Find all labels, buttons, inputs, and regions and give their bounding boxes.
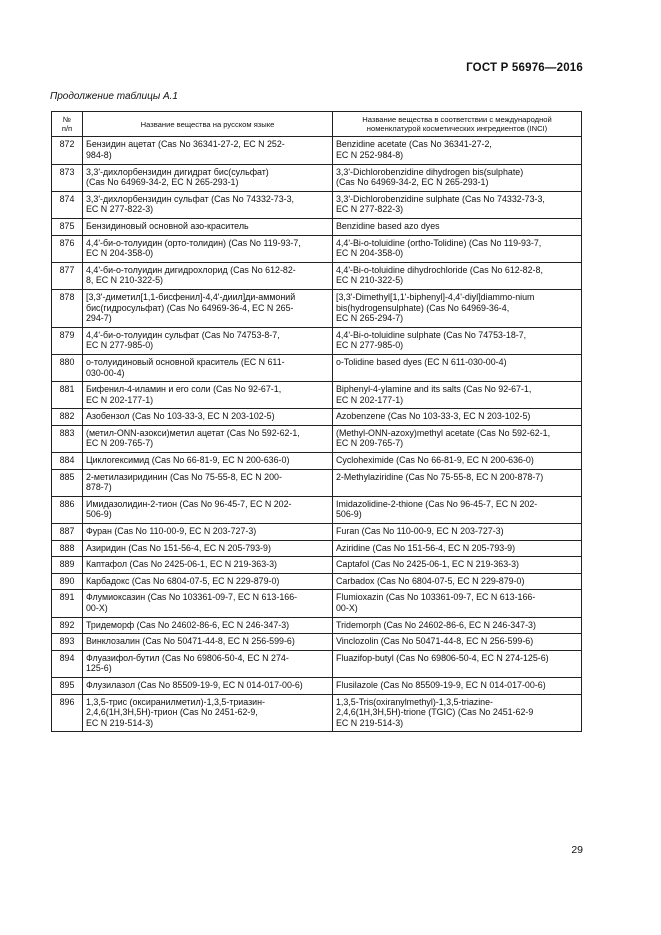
cell-number: 896 [52,694,83,732]
cell-inci-name: 4,4'-Bi-o-toluidine sulphate (Cas No 74753-18-7, EC N 277-985-0) [333,327,582,354]
cell-russian-name: Флуазифол-бутил (Cas No 69806-50-4, EC N 274- 125-6) [83,650,333,677]
cell-inci-name: Azobenzene (Cas No 103-33-3, EC N 203-102-5) [333,409,582,426]
cell-number: 894 [52,650,83,677]
cell-russian-name: Тридеморф (Cas No 24602-86-6, EC N 246-347-3) [83,617,333,634]
table-row [52,453,582,470]
cell-number: 872 [52,137,83,164]
cell-russian-name: 3,3'-дихлорбензидин дигидрат бис(сульфат) (Cas No 64969-34-2, EC N 265-293-1) [83,164,333,191]
document-id: ГОСТ Р 56976—2016 [466,62,583,74]
cell-number: 887 [52,524,83,541]
cell-inci-name: 2-Methylaziridine (Cas No 75-55-8, EC N 200-878-7) [333,469,582,496]
cell-inci-name: Imidazolidine-2-thione (Cas No 96-45-7, EC N 202- 506-9) [333,496,582,523]
table-row [52,617,582,634]
cell-inci-name: 4,4'-Bi-o-toluidine dihydrochloride (Cas No 612-82-8, EC N 210-322-5) [333,262,582,289]
cell-inci-name: Vinclozolin (Cas No 50471-44-8, EC N 256-599-6) [333,634,582,651]
cell-number: 882 [52,409,83,426]
cell-russian-name: Азиридин (Cas No 151-56-4, EC N 205-793-9) [83,540,333,557]
table-header-row [52,112,582,137]
cell-russian-name: 3,3'-дихлорбензидин сульфат (Cas No 74332-73-3, EC N 277-822-3) [83,191,333,218]
table-row [52,164,582,191]
cell-russian-name: Бензидиновый основной азо-краситель [83,218,333,235]
cell-number: 891 [52,590,83,617]
table-row [52,409,582,426]
cell-russian-name: Имидазолидин-2-тион (Cas No 96-45-7, EC N 202- 506-9) [83,496,333,523]
table-row [52,650,582,677]
cell-russian-name: (метил-ONN-азокси)метил ацетат (Cas No 592-62-1, EC N 209-765-7) [83,425,333,452]
table-row [52,540,582,557]
column-header-inci-name: Название вещества в соответствии с международной номенклатурой косметических ингредиентов (INCI) [333,112,582,137]
table-row [52,354,582,381]
cell-number: 889 [52,557,83,574]
cell-number: 893 [52,634,83,651]
cell-inci-name: Biphenyl-4-ylamine and its salts (Cas No 92-67-1, EC N 202-177-1) [333,382,582,409]
cell-number: 880 [52,354,83,381]
table-row [52,289,582,327]
cell-russian-name: Флузилазол (Cas No 85509-19-9, EC N 014-017-00-6) [83,677,333,694]
cell-number: 877 [52,262,83,289]
cell-number: 881 [52,382,83,409]
cell-inci-name: Furan (Cas No 110-00-9, EC N 203-727-3) [333,524,582,541]
cell-russian-name: Каптафол (Cas No 2425-06-1, EC N 219-363-3) [83,557,333,574]
table-row [52,590,582,617]
table-row [52,496,582,523]
cell-number: 878 [52,289,83,327]
cell-number: 892 [52,617,83,634]
column-header-number: № п/п [52,112,83,137]
cell-inci-name: Benzidine acetate (Cas No 36341-27-2, EC N 252-984-8) [333,137,582,164]
cell-russian-name: Азобензол (Cas No 103-33-3, EC N 203-102-5) [83,409,333,426]
cell-inci-name: Carbadox (Cas No 6804-07-5, EC N 229-879-0) [333,573,582,590]
cell-russian-name: [3,3'-диметил[1,1-бисфенил]-4,4'-диил]ди-аммоний бис(гидросульфат) (Cas No 64969-36-4, EC N 265- 294-7) [83,289,333,327]
cell-inci-name: Benzidine based azo dyes [333,218,582,235]
cell-russian-name: Бензидин ацетат (Cas No 36341-27-2, EC N 252- 984-8) [83,137,333,164]
substance-table [51,111,582,732]
table-row [52,235,582,262]
cell-inci-name: 4,4'-Bi-o-toluidine (ortho-Tolidine) (Cas No 119-93-7, EC N 204-358-0) [333,235,582,262]
table-row [52,469,582,496]
cell-russian-name: Винклозалин (Cas No 50471-44-8, EC N 256-599-6) [83,634,333,651]
column-header-russian-name: Название вещества на русском языке [83,112,333,137]
cell-russian-name: Фуран (Cas No 110-00-9, EC N 203-727-3) [83,524,333,541]
table-row [52,137,582,164]
cell-russian-name: 4,4'-би-о-толуидин сульфат (Cas No 74753-8-7, EC N 277-985-0) [83,327,333,354]
cell-inci-name: Flumioxazin (Cas No 103361-09-7, EC N 613-166- 00-X) [333,590,582,617]
cell-inci-name: Captafol (Cas No 2425-06-1, EC N 219-363-3) [333,557,582,574]
cell-inci-name: o-Tolidine based dyes (EC N 611-030-00-4) [333,354,582,381]
cell-number: 884 [52,453,83,470]
table-row [52,425,582,452]
cell-russian-name: 4,4'-би-о-толуидин (орто-толидин) (Cas No 119-93-7, EC N 204-358-0) [83,235,333,262]
table-row [52,524,582,541]
cell-number: 873 [52,164,83,191]
cell-inci-name: 3,3'-Dichlorobenzidine sulphate (Cas No 74332-73-3, EC N 277-822-3) [333,191,582,218]
cell-inci-name: (Methyl-ONN-azoxy)methyl acetate (Cas No 592-62-1, EC N 209-765-7) [333,425,582,452]
cell-number: 874 [52,191,83,218]
table-row [52,327,582,354]
cell-russian-name: 4,4'-би-о-толуидин дигидрохлорид (Cas No 612-82- 8, EC N 210-322-5) [83,262,333,289]
table-row [52,191,582,218]
cell-number: 876 [52,235,83,262]
cell-russian-name: Циклогексимид (Cas No 66-81-9, EC N 200-636-0) [83,453,333,470]
table-row [52,262,582,289]
page-number: 29 [571,844,583,856]
table-caption: Продолжение таблицы А.1 [50,91,178,102]
cell-inci-name: Fluazifop-butyl (Cas No 69806-50-4, EC N 274-125-6) [333,650,582,677]
cell-inci-name: Flusilazole (Cas No 85509-19-9, EC N 014-017-00-6) [333,677,582,694]
cell-russian-name: Бифенил-4-иламин и его соли (Cas No 92-67-1, EC N 202-177-1) [83,382,333,409]
cell-number: 885 [52,469,83,496]
cell-inci-name: [3,3'-Dimethyl[1,1'-biphenyl]-4,4'-diyl]diammo-nium bis(hydrogensulphate) (Cas No 64969-36-4, EC N 265-294-7) [333,289,582,327]
cell-inci-name: Cycloheximide (Cas No 66-81-9, EC N 200-636-0) [333,453,582,470]
cell-inci-name: 1,3,5-Tris(oxiranylmethyl)-1,3,5-triazine- 2,4,6(1H,3H,5H)-trione (TGIC) (Cas No 2451-62-9 EC N 219-514-3) [333,694,582,732]
cell-russian-name: 2-метилазиридинин (Cas No 75-55-8, EC N 200- 878-7) [83,469,333,496]
table-row [52,677,582,694]
cell-inci-name: 3,3'-Dichlorobenzidine dihydrogen bis(sulphate) (Cas No 64969-34-2, EC N 265-293-1) [333,164,582,191]
cell-number: 888 [52,540,83,557]
table-row [52,573,582,590]
cell-number: 886 [52,496,83,523]
cell-russian-name: о-толуидиновый основной краситель (EC N 611- 030-00-4) [83,354,333,381]
table-row [52,218,582,235]
cell-inci-name: Aziridine (Cas No 151-56-4, EC N 205-793-9) [333,540,582,557]
cell-number: 875 [52,218,83,235]
cell-number: 895 [52,677,83,694]
cell-russian-name: Карбадокс (Cas No 6804-07-5, EC N 229-879-0) [83,573,333,590]
cell-number: 883 [52,425,83,452]
table-row [52,557,582,574]
cell-russian-name: Флумиоксазин (Cas No 103361-09-7, EC N 613-166- 00-X) [83,590,333,617]
table-row [52,634,582,651]
cell-number: 890 [52,573,83,590]
cell-russian-name: 1,3,5-трис (оксиранилметил)-1,3,5-триазин- 2,4,6(1H,3H,5H)-трион (Cas No 2451-62-9, EC N 219-514-3) [83,694,333,732]
table-row [52,382,582,409]
table-row [52,694,582,732]
cell-number: 879 [52,327,83,354]
cell-inci-name: Tridemorph (Cas No 24602-86-6, EC N 246-347-3) [333,617,582,634]
